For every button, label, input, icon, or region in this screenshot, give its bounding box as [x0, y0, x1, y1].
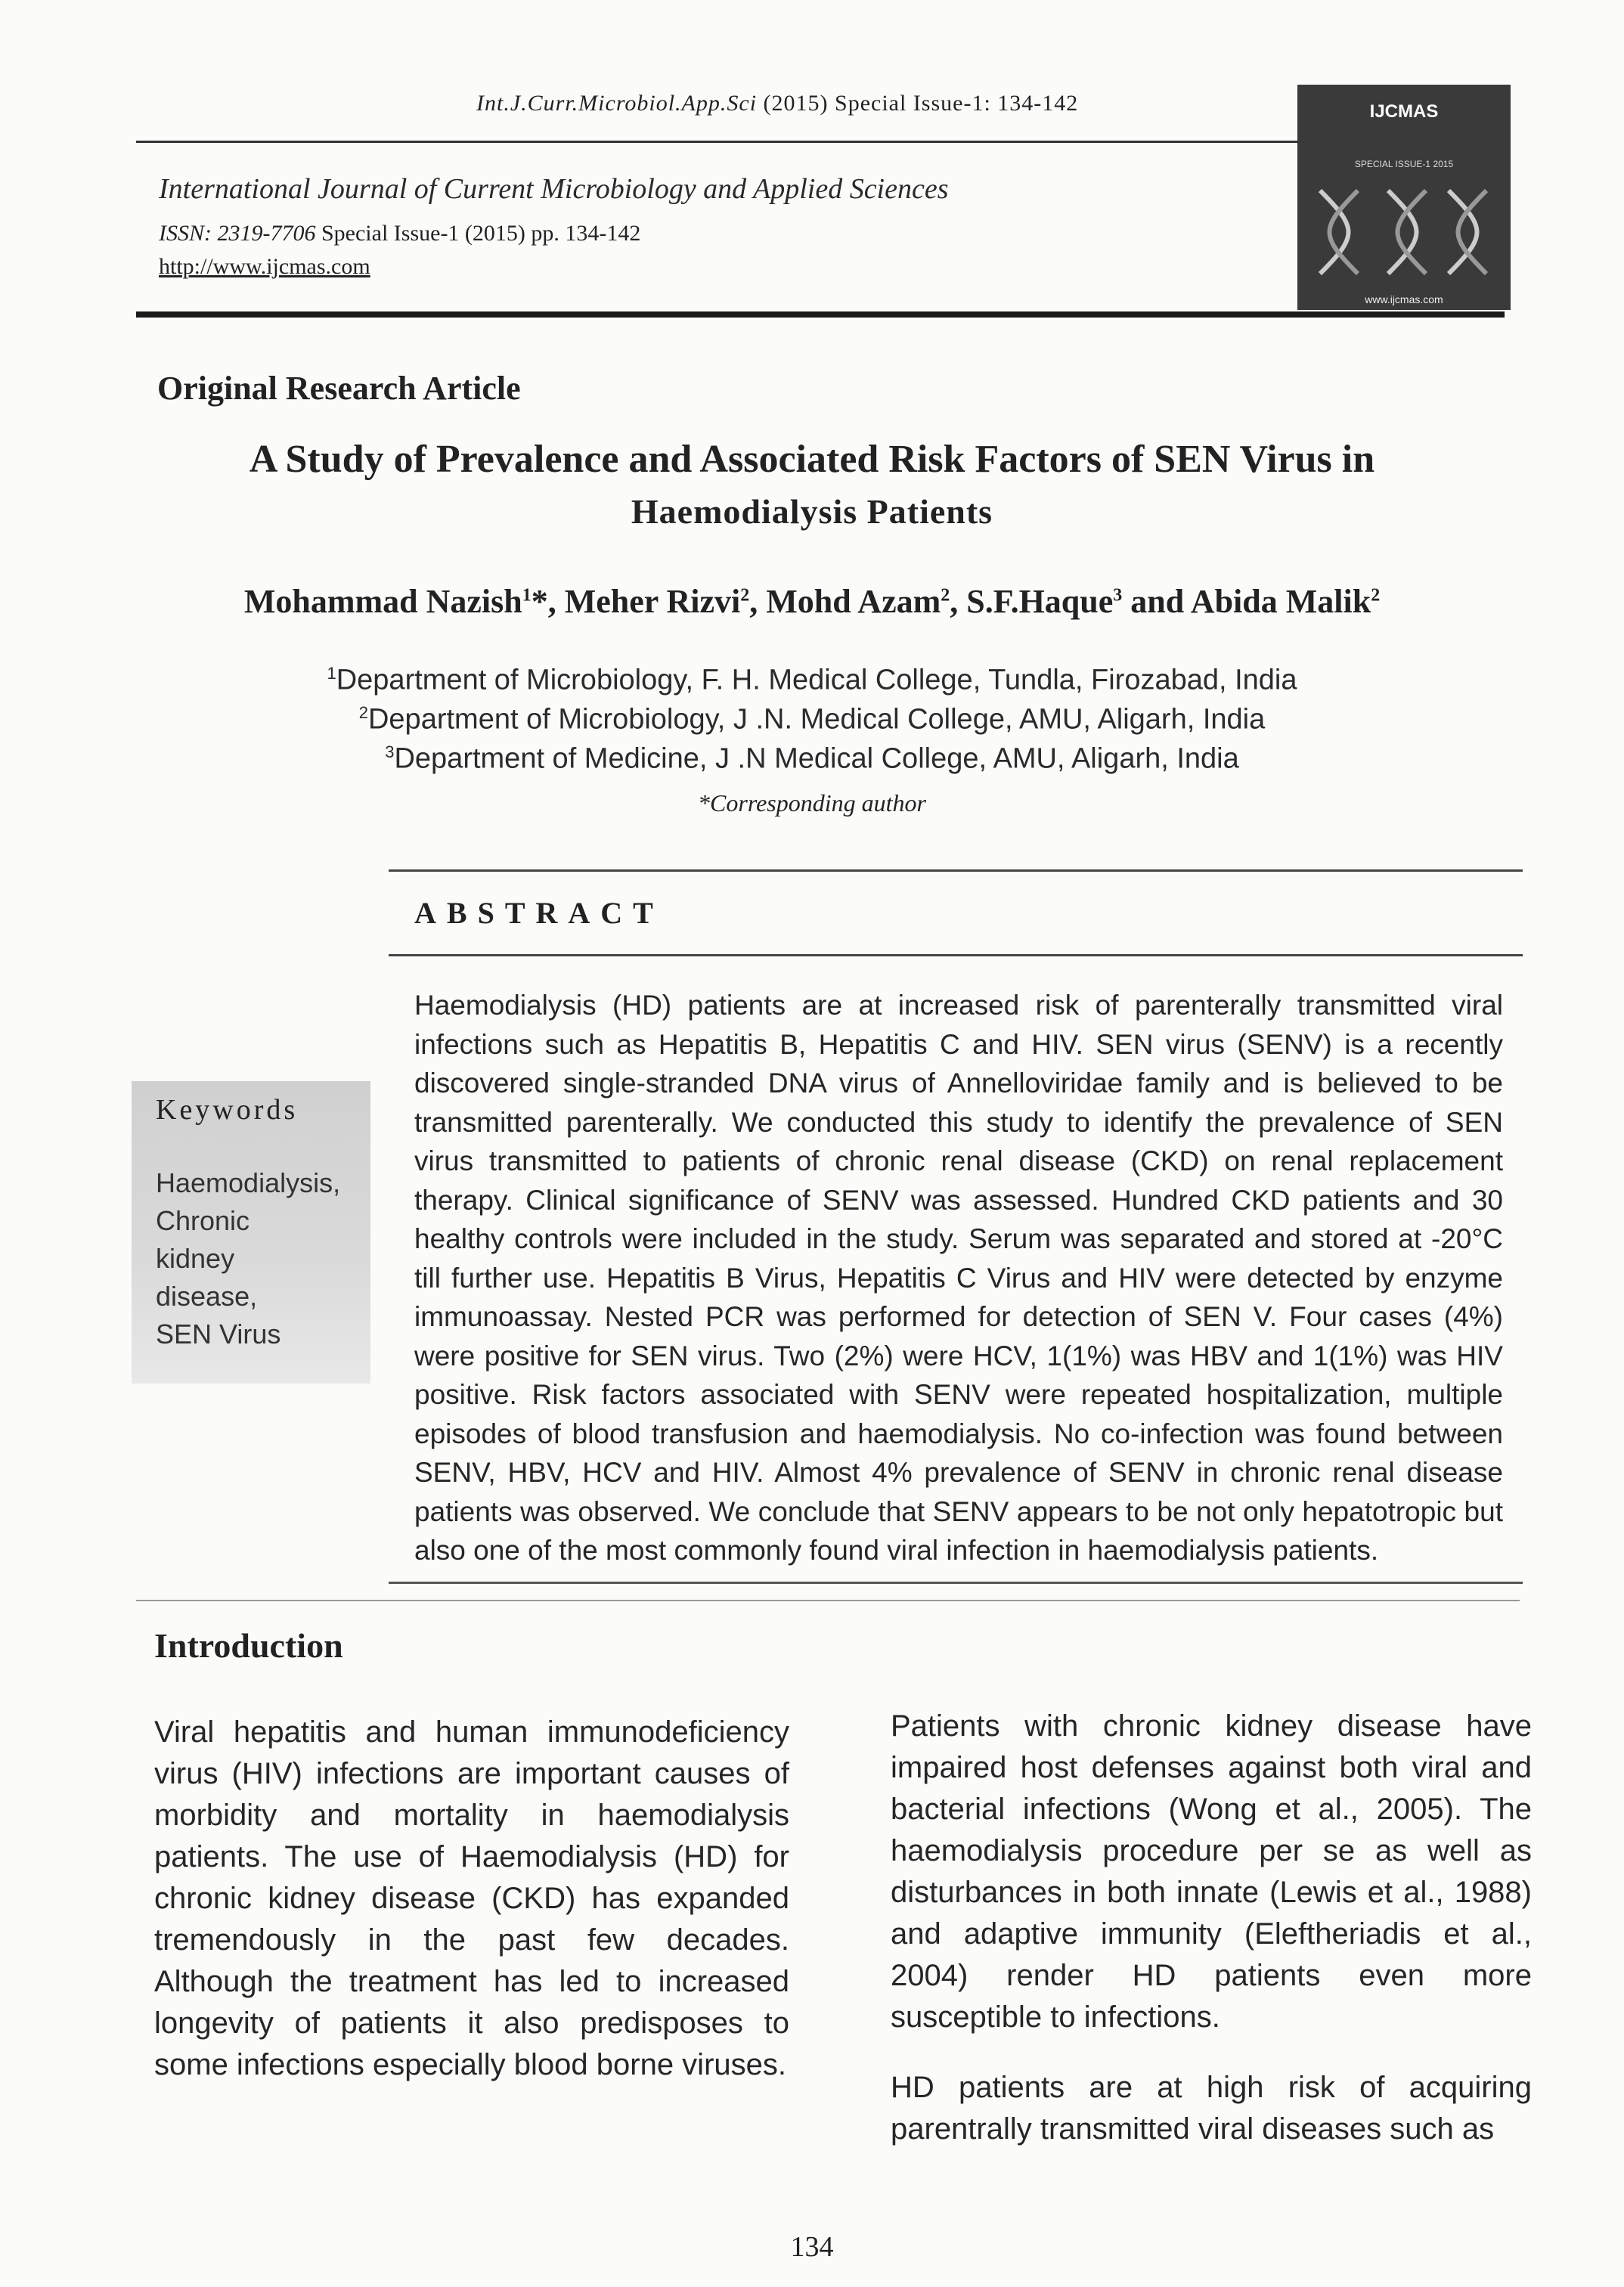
citation-details: (2015) Special Issue-1: 134-142 — [757, 91, 1079, 116]
affiliation-mark: 3 — [385, 742, 395, 761]
section-divider — [136, 1600, 1520, 1601]
affiliation-mark: 1 — [327, 664, 336, 683]
article-type: Original Research Article — [157, 370, 521, 407]
keyword: Chronic — [156, 1205, 250, 1236]
keyword: kidney — [156, 1243, 235, 1274]
affiliation — [0, 742, 1624, 776]
dna-helix-icon — [1313, 183, 1495, 281]
cover-issue: SPECIAL ISSUE-1 2015 — [1354, 159, 1454, 169]
abstract-heading-rule — [389, 954, 1523, 956]
cover-title: IJCMAS — [1369, 101, 1439, 122]
keywords-heading: Keywords — [156, 1094, 299, 1126]
author-name: Mohammad Nazish — [243, 583, 522, 620]
author-affiliation-mark: 2 — [1371, 585, 1381, 606]
journal-title: International Journal of Current Microbiology and Applied Sciences — [159, 173, 949, 205]
abstract-top-rule — [389, 869, 1523, 872]
keyword: Haemodialysis, — [156, 1167, 341, 1198]
author-name: Meher Rizvi — [564, 583, 741, 620]
keyword: disease, — [156, 1281, 258, 1312]
author-separator: and — [1122, 583, 1191, 620]
affiliation-text: Department of Microbiology, J .N. Medical College, AMU, Aligarh, India — [367, 703, 1266, 736]
author-separator: , — [950, 583, 967, 620]
article-title-line-2: Haemodialysis Patients — [631, 492, 993, 531]
author-affiliation-mark: 2 — [941, 585, 950, 606]
issue-text: Special Issue-1 (2015) pp. 134-142 — [315, 221, 641, 246]
journal-cover-image — [1297, 85, 1511, 310]
journal-abbrev: Int.J.Curr.Microbiol.App.Sci — [476, 91, 758, 116]
author-affiliation-mark: 2 — [740, 585, 750, 606]
page-number: 134 — [790, 2231, 834, 2263]
affiliation-text: Department of Medicine, J .N Medical College, AMU, Aligarh, India — [394, 742, 1239, 775]
introduction-left-column: Viral hepatitis and human immunodeficiency virus (HIV) infections are important causes of morbidity and mortality in haemodialysis patients. The use of Haemodialysis (HD) for chronic kidney disease (CKD) has expanded tremendously in the past few decades. Although the treatment has led to increased longevity of patients it also predisposes to some infections especially blood borne viruses. — [154, 1715, 789, 2081]
issn-line — [159, 221, 640, 246]
author-affiliation-mark: 3 — [1113, 585, 1123, 606]
journal-url-link[interactable]: http://www.ijcmas.com — [159, 254, 370, 279]
author-list — [0, 582, 1624, 621]
affiliation-text: Department of Microbiology, F. H. Medical College, Tundla, Firozabad, India — [336, 664, 1297, 696]
abstract-body: Haemodialysis (HD) patients are at increased risk of parenterally transmitted viral infections such as Hepatitis B, Hepatitis C and HIV. SEN virus (SENV) is a recently discovered single-stranded DNA virus of Annelloviridae family and is believed to be transmitted parenterally. We conducted this study to identify the prevalence of SEN virus transmitted to patients of chronic renal disease (CKD) on renal replacement therapy. Clinical significance of SENV was assessed. Hundred CKD patients and 30 healthy controls were included in the study. Serum was separated and stored at -20°C till further use. Hepatitis B Virus, Hepatitis C Virus and HIV were detected by enzyme immunoassay. Nested PCR was performed for detection of SEN V. Four cases (4%) were positive for SEN virus. Two (2%) were HCV, 1(1%) was HBV and 1(1%) was HIV positive. Risk factors associated with SENV were repeated hospitalization, multiple episodes of blood transfusion and haemodialysis. No co-infection was found between SENV, HBV, HCV and HIV. Almost 4% prevalence of SENV in chronic renal disease patients was observed. We conclude that SENV appears to be not only hepatotropic but also one of the most commonly found viral infection in haemodialysis patients. — [414, 990, 1503, 1566]
introduction-right-paragraph-2: HD patients are at high risk of acquiring parentrally transmitted viral diseases such as — [891, 2071, 1532, 2146]
author-name: S.F.Haque — [966, 583, 1114, 620]
author-affiliation-mark: 1 — [522, 585, 532, 606]
header-thick-rule — [136, 311, 1505, 318]
header-rule — [136, 141, 1300, 143]
affiliation — [0, 664, 1624, 697]
author-name: Abida Malik — [1190, 583, 1371, 620]
introduction-right-paragraph-1: Patients with chronic kidney disease have impaired host defenses against both viral and bacterial infections (Wong et al., 2005). The haemodialysis procedure per se as well as disturbances in both innate (Lewis et al., 1988) and adaptive immunity (Eleftheriadis et al., 2004) render HD patients even more susceptible to infections. — [891, 1709, 1532, 2034]
issn: ISSN: 2319-7706 — [159, 221, 316, 246]
affiliation — [0, 703, 1624, 736]
article-title-line-1: A Study of Prevalence and Associated Risk Factors of SEN Virus in — [249, 438, 1375, 481]
author-separator: , — [749, 583, 767, 620]
keyword: SEN Virus — [156, 1319, 281, 1350]
running-header — [476, 91, 1078, 116]
corresponding-author-note: *Corresponding author — [698, 789, 926, 817]
cover-url: www.ijcmas.com — [1365, 293, 1443, 305]
abstract-bottom-rule — [389, 1582, 1523, 1584]
introduction-heading: Introduction — [154, 1626, 343, 1665]
author-name: Mohd Azam — [766, 583, 941, 620]
author-separator: *, — [531, 583, 565, 620]
affiliation-mark: 2 — [358, 703, 368, 722]
abstract-heading: ABSTRACT — [414, 896, 664, 930]
